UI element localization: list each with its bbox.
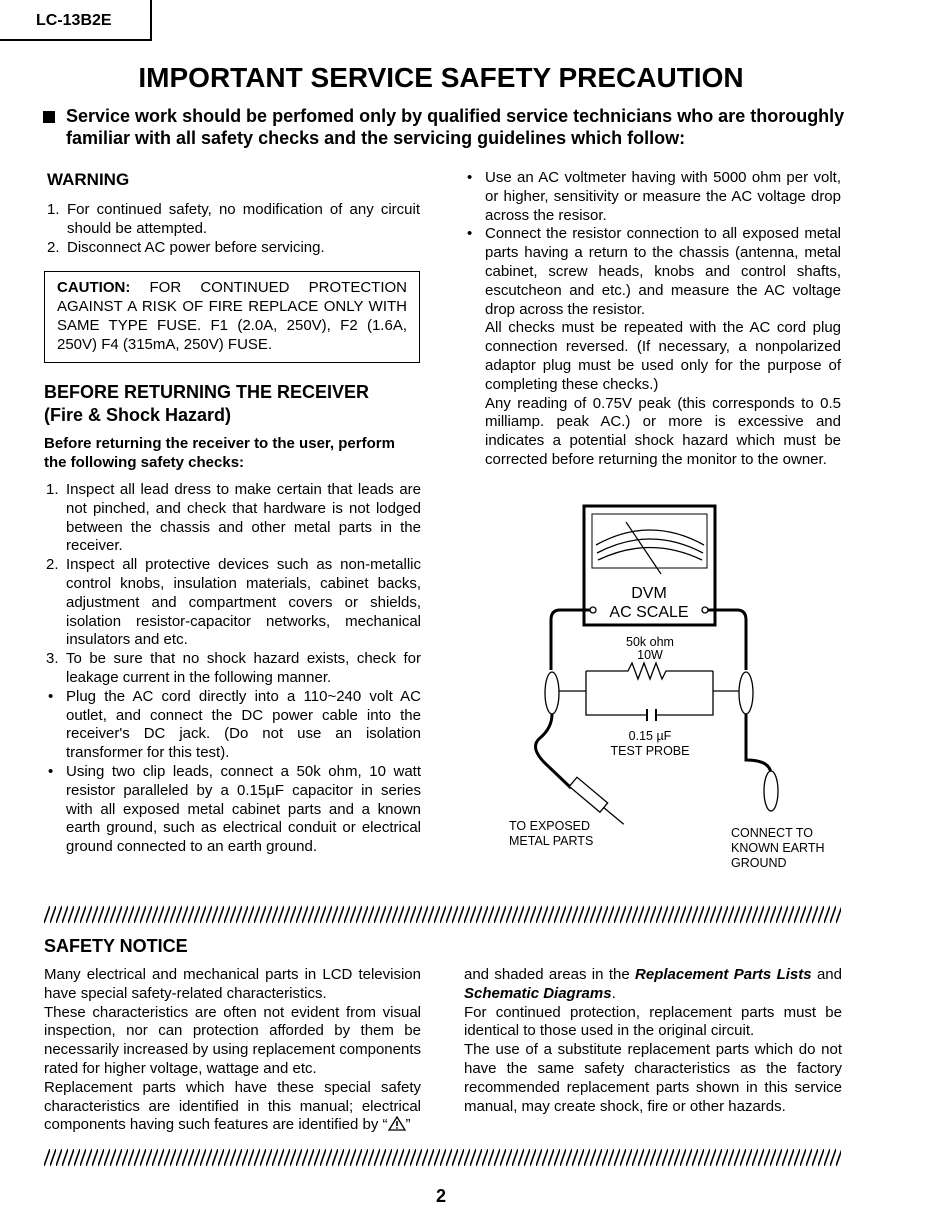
intro-statement: Service work should be perfomed only by qualified service technicians who are thoroughly familiar with all safety checks and the servicing guidelines which follow: xyxy=(66,106,845,148)
ground-wire xyxy=(746,714,771,775)
warning-list xyxy=(45,201,420,257)
warning-triangle-icon xyxy=(388,1116,406,1131)
list-item-text: For continued safety, no modification of any circuit should be attempted. xyxy=(67,201,420,237)
terminal-left-icon xyxy=(590,607,596,613)
model-label: LC-13B2E xyxy=(36,12,112,29)
exposed-parts-label: METAL PARTS xyxy=(509,834,594,848)
list-marker: • xyxy=(48,762,54,780)
left-clip-icon xyxy=(545,672,559,714)
meter-label-scale: AC SCALE xyxy=(609,604,689,621)
safety-notice-right xyxy=(464,966,842,1116)
paragraph-text: . xyxy=(611,984,616,1002)
right-column-text xyxy=(463,169,841,470)
exposed-parts-label: TO EXPOSED xyxy=(509,819,591,833)
ground-clip-icon xyxy=(764,771,778,811)
leakage-test-diagram xyxy=(480,500,850,880)
paragraph-text: and shaded areas in the xyxy=(464,966,636,983)
probe-wire xyxy=(536,714,572,788)
resistor-symbol xyxy=(586,663,713,679)
safety-checks-list xyxy=(44,481,421,857)
list-item-text: To be sure that no shock hazard exists, check for leakage current in the following manner. xyxy=(66,650,421,686)
list-marker: 2. xyxy=(46,556,59,574)
resistor-label: 10W xyxy=(637,648,663,662)
safety-notice-left xyxy=(44,966,421,1135)
capacitor-label: TEST PROBE xyxy=(610,744,690,758)
list-item xyxy=(45,239,420,258)
list-item-text: Use an AC voltmeter having with 5000 ohm per volt, or higher, sensitivity or measure the AC voltage drop across the resisor. xyxy=(485,169,841,224)
list-item xyxy=(44,481,421,556)
hatched-divider xyxy=(44,906,841,923)
earth-ground-label: KNOWN EARTH xyxy=(731,841,825,855)
list-marker: 3. xyxy=(46,650,59,668)
list-item-text: Inspect all protective devices such as non-metallic control knobs, insulation materials, cabinet backs, adjustment and compartment covers or shields, isolation resistor-capacitor networks, mechanical insulators and etc. xyxy=(66,556,421,649)
list-item xyxy=(44,650,421,688)
paragraph-text: Replacement parts which have these special safety characteristics are identified in this manual; electrical components having such features are identified by “ xyxy=(44,1078,421,1134)
schematic-diagrams-reference: Schematic Diagrams xyxy=(464,984,612,1002)
meter-scale-arc xyxy=(597,539,703,553)
list-item xyxy=(463,169,841,225)
square-bullet-icon xyxy=(43,111,55,123)
paragraph: The use of a substitute replacement parts which do not have the same safety characteristics as the factory recommended replacement parts shown in this service manual, may create shock, fire or other hazards. xyxy=(464,1041,842,1115)
caution-label: CAUTION: xyxy=(57,279,131,296)
meter-label-dvm: DVM xyxy=(631,585,667,602)
page-number: 2 xyxy=(435,1186,446,1206)
warning-heading: WARNING xyxy=(47,170,130,189)
right-clip-icon xyxy=(739,672,753,714)
list-item-text: Using two clip leads, connect a 50k ohm, 10 watt resistor paralleled by a 0.15µF capacitor in series with all exposed metal cabinet parts and a known earth ground, such as electrical conduit or electrical ground connected to an earth ground. xyxy=(66,762,421,856)
paragraph-text: ” xyxy=(405,1116,411,1134)
replacement-parts-reference: Replacement Parts Lists xyxy=(635,966,812,983)
before-returning-intro: Before returning the receiver to the user, perform the following safety checks: xyxy=(44,435,395,471)
list-item xyxy=(45,201,420,239)
paragraph: Any reading of 0.75V peak (this corresponds to 0.5 milliamp. peak AC.) or more is excessive and indicates a potential shock hazard which must be corrected before returning the monitor to the owner. xyxy=(485,394,841,468)
paragraph: These characteristics are often not evident from visual inspection, nor can protection afforded by them be necessarily increased by using replacement components rated for higher voltage, wattage and etc. xyxy=(44,1003,421,1077)
measurement-list xyxy=(463,169,841,319)
paragraph xyxy=(464,966,842,1004)
earth-ground-label: GROUND xyxy=(731,856,787,870)
list-marker: 1. xyxy=(47,201,60,218)
meter-scale-arc xyxy=(596,530,704,545)
list-item-text: Inspect all lead dress to make certain that leads are not pinched, and check that hardware is not lodged between the chassis and other metal parts in the receiver. xyxy=(66,481,421,555)
list-item-text: Connect the resistor connection to all exposed metal parts having a return to the chassis (antenna, metal cabinet, screw heads, knobs and control shafts, escutcheon and etc.) and measure the AC voltage drop across the resistor. xyxy=(485,225,841,318)
heading-line: BEFORE RETURNING THE RECEIVER xyxy=(44,382,370,402)
list-item-text: Disconnect AC power before servicing. xyxy=(67,238,325,256)
list-marker: • xyxy=(467,169,473,186)
paragraph: All checks must be repeated with the AC cord plug connection reversed. (If necessary, a nonpolarized adaptor plug must be used only for the purpose of completing these checks.) xyxy=(485,319,841,393)
list-marker: • xyxy=(467,225,473,243)
page-title: IMPORTANT SERVICE SAFETY PRECAUTION xyxy=(138,62,744,93)
paragraph: Many electrical and mechanical parts in LCD television have special safety-related characteristics. xyxy=(44,966,421,1002)
list-item xyxy=(44,688,421,763)
terminal-right-icon xyxy=(702,607,708,613)
safety-notice-heading: SAFETY NOTICE xyxy=(44,936,188,956)
before-returning-heading xyxy=(44,381,369,427)
capacitor-label: 0.15 µF xyxy=(628,729,672,743)
list-marker: 1. xyxy=(46,481,59,498)
paragraph: For continued protection, replacement parts must be identical to those used in the original circuit. xyxy=(464,1003,842,1040)
heading-line: (Fire & Shock Hazard) xyxy=(44,405,232,425)
hatched-divider xyxy=(44,1149,841,1166)
list-marker: 2. xyxy=(47,238,60,256)
list-item xyxy=(44,556,421,650)
caution-box xyxy=(44,271,420,363)
caution-body: FOR CONTINUED PROTECTION AGAINST A RISK OF FIRE REPLACE ONLY WITH SAME TYPE FUSE. F1 (2.0A, 250V), F2 (1.6A, 250V) F4 (315mA, 250V) FUSE. xyxy=(57,279,407,353)
resistor-label: 50k ohm xyxy=(626,635,674,649)
earth-ground-label: CONNECT TO xyxy=(731,826,813,840)
caution-text xyxy=(57,278,407,354)
list-item xyxy=(44,763,421,857)
paragraph-text: and xyxy=(811,966,842,983)
list-item xyxy=(463,225,841,319)
list-marker: • xyxy=(48,687,54,705)
meter-display xyxy=(592,514,707,568)
paragraph xyxy=(44,1079,421,1135)
list-item-text: Plug the AC cord directly into a 110~240 volt AC outlet, and connect the DC power cable into the receiver's DC jack. (Do not use an isolation transformer for this test). xyxy=(66,687,421,762)
